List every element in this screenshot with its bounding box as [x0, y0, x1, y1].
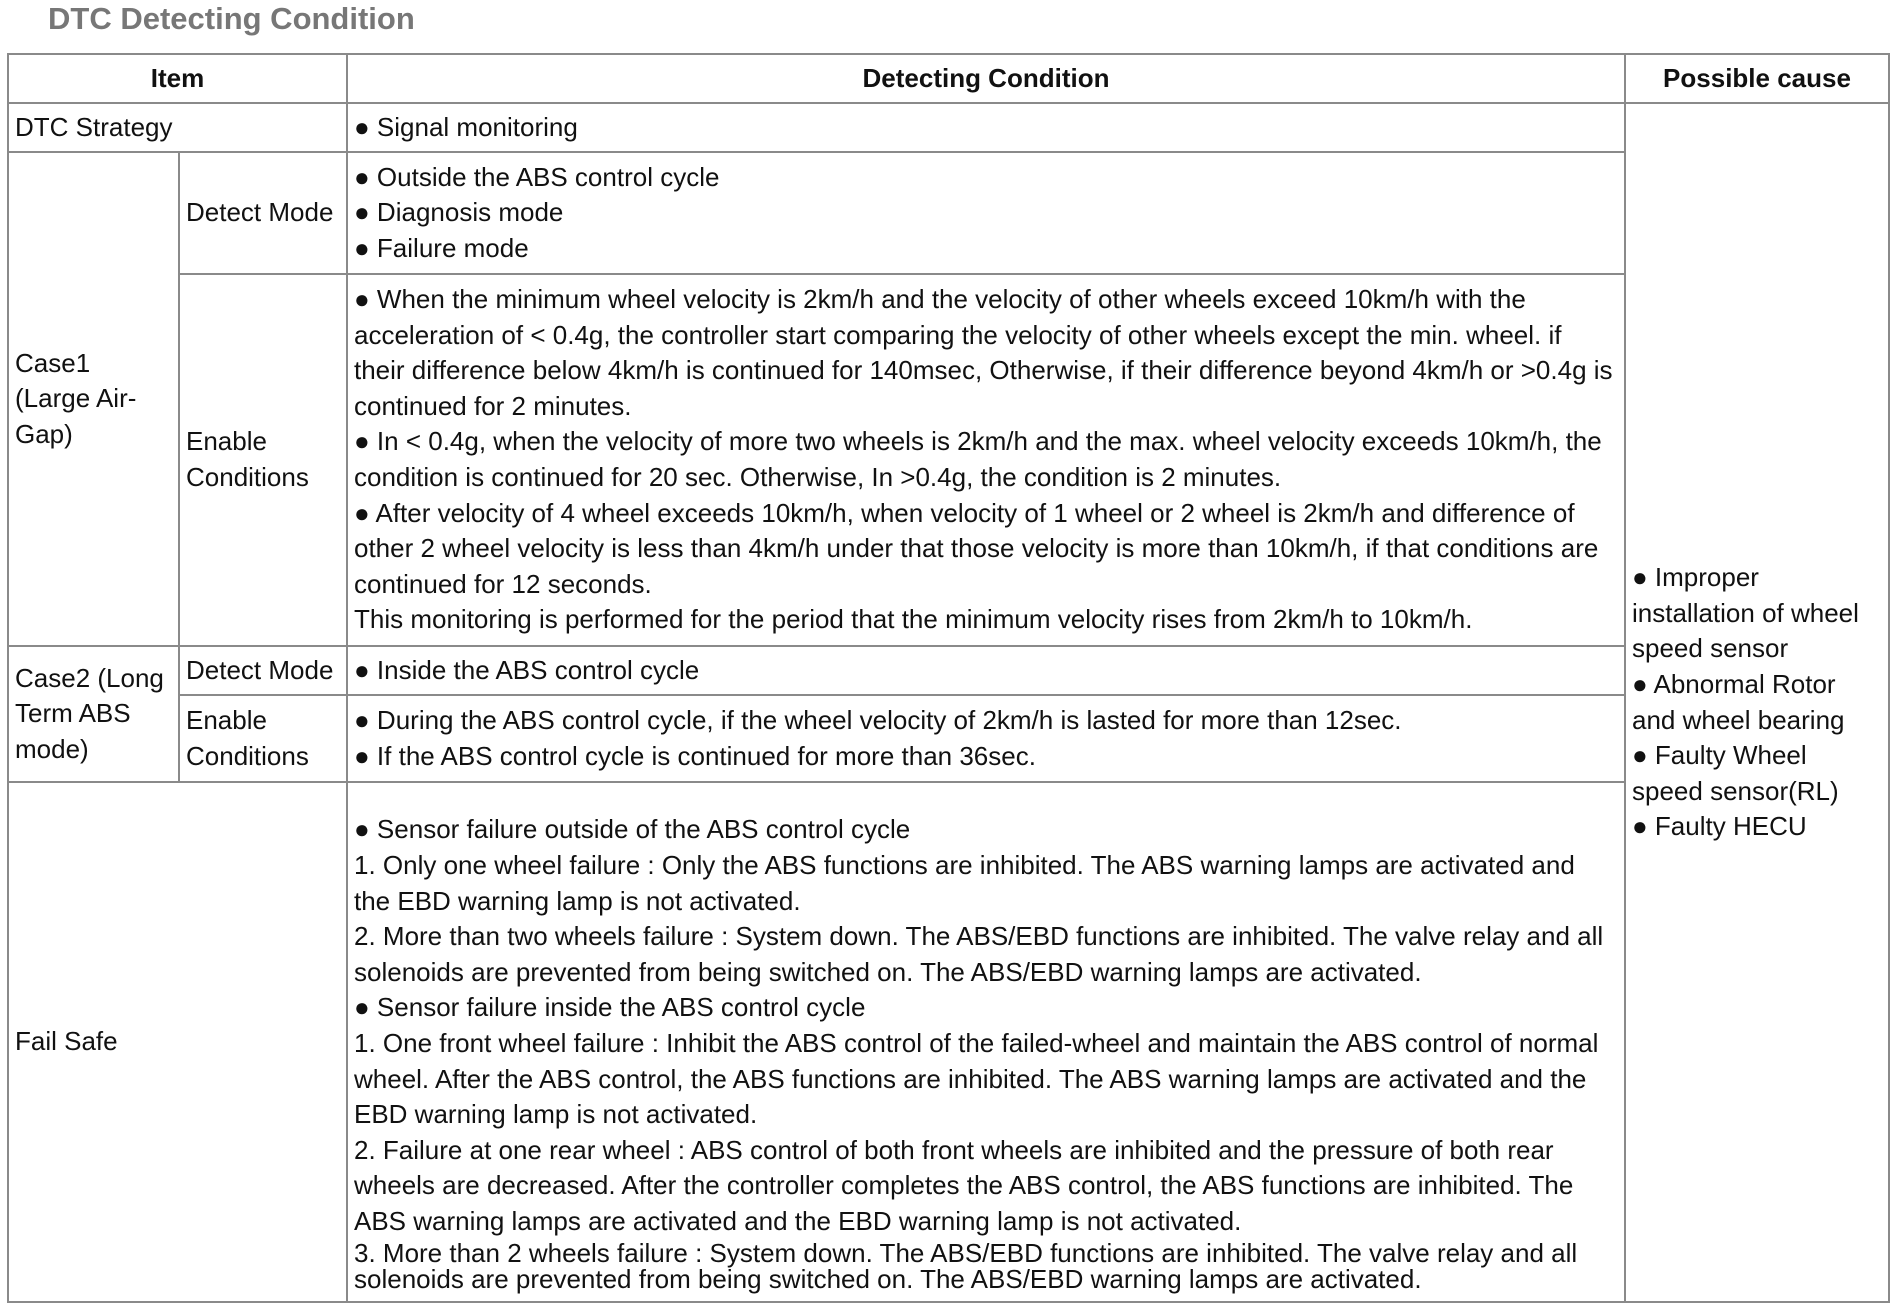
possible-cause-item: ● Improper installation of wheel speed sensor [1632, 562, 1859, 664]
table-row-fail-safe [8, 782, 1889, 1302]
case1-detect-mode-label: Detect Mode [179, 152, 347, 274]
possible-cause-cell [1625, 103, 1889, 1302]
list-item: This monitoring is performed for the period that the minimum velocity rises from 2km/h to 10km/h. [354, 604, 1473, 635]
table-row-case2-enable [8, 695, 1889, 782]
case2-enable-values [347, 695, 1625, 782]
fail-safe-label: Fail Safe [8, 782, 347, 1302]
case2-detect-mode-value: ● Inside the ABS control cycle [347, 646, 1625, 695]
dtc-strategy-value: ● Signal monitoring [347, 103, 1625, 152]
case1-enable-label: Enable Conditions [179, 274, 347, 646]
case2-detect-mode-label: Detect Mode [179, 646, 347, 695]
case1-label: Case1 (Large Air-Gap) [8, 152, 179, 646]
list-item: ● Diagnosis mode [354, 197, 564, 228]
list-item: 3. More than 2 wheels failure : System down. The ABS/EBD functions are inhibited. The valve relay and all solenoids are prevented from being switched on. The ABS/EBD warning lamps are activated. [354, 1237, 1578, 1294]
dtc-condition-table [7, 53, 1890, 1303]
case1-enable-values [347, 274, 1625, 646]
table-row-case1-enable [8, 274, 1889, 646]
case2-label: Case2 (Long Term ABS mode) [8, 646, 179, 782]
list-item: ● Outside the ABS control cycle [354, 161, 720, 192]
list-item: ● Failure mode [354, 232, 529, 263]
list-item: ● If the ABS control cycle is continued for more than 36sec. [354, 740, 1036, 771]
table-row-dtc-strategy [8, 103, 1889, 152]
dtc-strategy-label: DTC Strategy [8, 103, 347, 152]
list-item: ● After velocity of 4 wheel exceeds 10km/h, when velocity of 1 wheel or 2 wheel is 2km/h and difference of other 2 wheel velocity is less than 4km/h under that those velocity is more than 10km/h, if that conditions are continued for 12 seconds. [354, 497, 1599, 599]
list-item: ● In < 0.4g, when the velocity of more two wheels is 2km/h and the max. wheel velocity exceeds 10km/h, the condition is continued for 20 sec. Otherwise, In >0.4g, the condition is 2 minutes. [354, 426, 1602, 492]
list-item: 2. More than two wheels failure : System down. The ABS/EBD functions are inhibited. The valve relay and all solenoids are prevented from being switched on. The ABS/EBD warning lamps are activated. [354, 921, 1604, 987]
list-item: 2. Failure at one rear wheel : ABS control of both front wheels are inhibited and the pressure of both rear wheels are decreased. After the controller completes the ABS control, the ABS functions are inhibited. The ABS warning lamps are activated and the EBD warning lamp is not activated. [354, 1134, 1574, 1236]
table-row-case1-detect-mode [8, 152, 1889, 274]
list-item: ● Sensor failure inside the ABS control cycle [354, 992, 866, 1023]
case2-enable-label: Enable Conditions [179, 695, 347, 782]
possible-cause-item: ● Abnormal Rotor and wheel bearing [1632, 668, 1845, 735]
list-item: 1. Only one wheel failure : Only the ABS functions are inhibited. The ABS warning lamps are activated and the EBD warning lamp is not activated. [354, 850, 1575, 916]
case1-detect-mode-values [347, 152, 1625, 274]
header-item: Item [8, 54, 347, 103]
table-row-case2-detect-mode [8, 646, 1889, 695]
list-item: ● During the ABS control cycle, if the wheel velocity of 2km/h is lasted for more than 12sec. [354, 704, 1402, 735]
possible-cause-item: ● Faulty HECU [1632, 811, 1807, 842]
fail-safe-values [347, 782, 1625, 1302]
header-possible-cause: Possible cause [1625, 54, 1889, 103]
header-row [8, 54, 1889, 103]
page-title: DTC Detecting Condition [48, 1, 415, 36]
header-detecting-condition: Detecting Condition [347, 54, 1625, 103]
possible-cause-item: ● Faulty Wheel speed sensor(RL) [1632, 740, 1839, 806]
list-item: ● Sensor failure outside of the ABS control cycle [354, 814, 911, 845]
list-item: ● When the minimum wheel velocity is 2km/h and the velocity of other wheels exceed 10km/h with the acceleration of < 0.4g, the controller start comparing the velocity of other wheels except the min. wheel. if their difference below 4km/h is continued for 140msec, Otherwise, if their difference beyond 4km/h or >0.4g is continued for 2 minutes. [354, 284, 1613, 421]
list-item: 1. One front wheel failure : Inhibit the ABS control of the failed-wheel and maintain the ABS control of normal wheel. After the ABS control, the ABS functions are inhibited. The ABS warning lamps are activated and the EBD warning lamp is not activated. [354, 1028, 1599, 1130]
